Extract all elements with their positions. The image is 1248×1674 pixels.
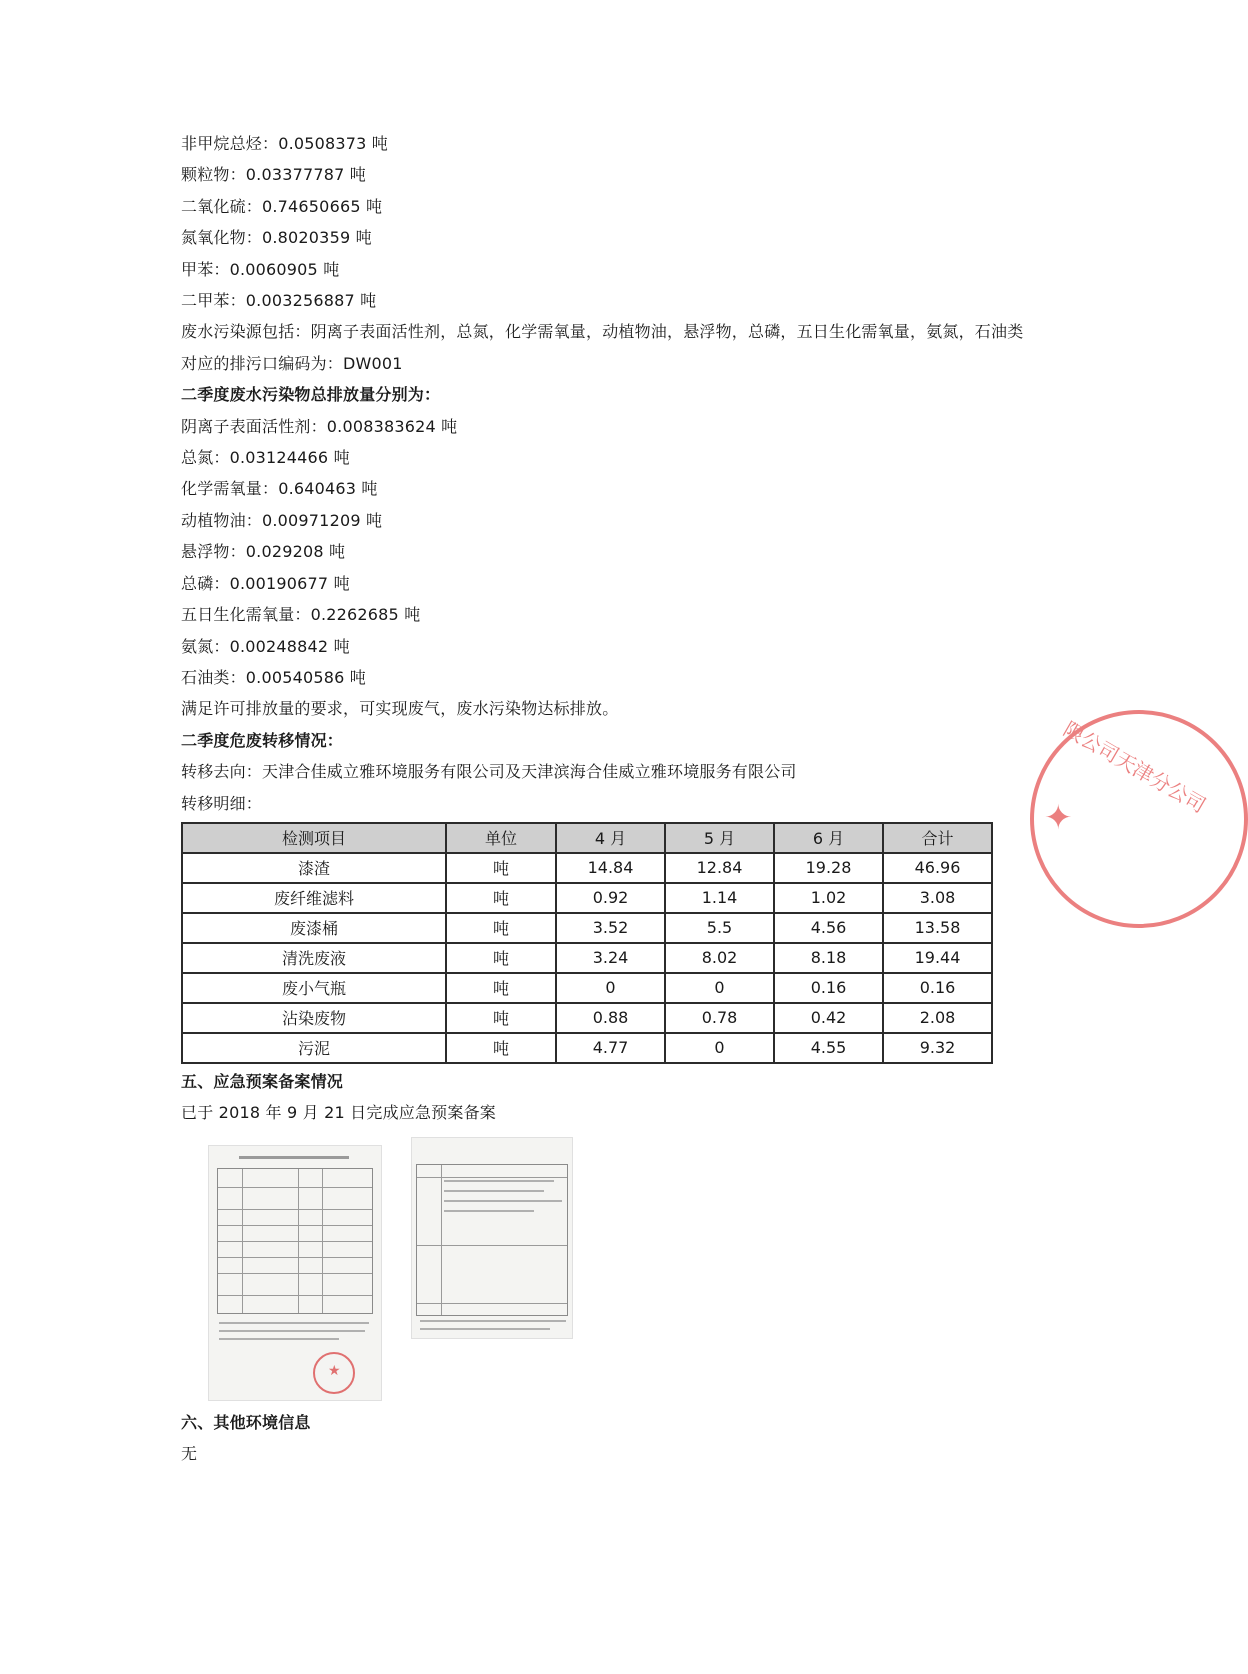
section6-heading: 六、其他环境信息 xyxy=(181,1412,311,1432)
water-emissions-list xyxy=(181,411,1041,694)
table-cell: 漆渣 xyxy=(182,853,446,883)
filing-form-image-2 xyxy=(411,1137,573,1339)
table-cell: 19.28 xyxy=(774,853,883,883)
air-emission-item: 非甲烷总烃：0.0508373 吨 xyxy=(181,134,389,153)
table-cell: 3.52 xyxy=(556,913,665,943)
compliance-statement: 满足许可排放量的要求，可实现废气，废水污染物达标排放。 xyxy=(181,699,619,719)
air-emission-item: 颗粒物：0.03377787 吨 xyxy=(181,165,366,185)
table-cell: 吨 xyxy=(446,913,556,943)
table-header-row xyxy=(182,823,992,853)
table-cell: 46.96 xyxy=(883,853,992,883)
table-cell: 吨 xyxy=(446,1033,556,1063)
header-april: 4 月 xyxy=(556,823,665,853)
table-row xyxy=(182,943,992,973)
table-cell: 8.02 xyxy=(665,943,774,973)
water-emission-item: 总氮：0.03124466 吨 xyxy=(181,448,350,468)
table-cell: 5.5 xyxy=(665,913,774,943)
section5-heading: 五、应急预案备案情况 xyxy=(181,1071,344,1091)
table-cell: 4.55 xyxy=(774,1033,883,1063)
table-row xyxy=(182,1033,992,1063)
water-emission-item: 氨氮：0.00248842 吨 xyxy=(181,636,350,656)
q2-water-heading: 二季度废水污染物总排放量分别为： xyxy=(181,385,441,405)
water-emission-item: 化学需氧量：0.640463 吨 xyxy=(181,479,378,499)
filing-form-image-1 xyxy=(208,1145,382,1401)
header-may: 5 月 xyxy=(665,823,774,853)
air-emission-item: 二氧化硫：0.74650665 吨 xyxy=(181,196,383,216)
table-cell: 0.88 xyxy=(556,1003,665,1033)
table-cell: 吨 xyxy=(446,883,556,913)
table-cell: 0 xyxy=(556,973,665,1003)
table-cell: 0.16 xyxy=(774,973,883,1003)
table-cell: 3.08 xyxy=(883,883,992,913)
table-cell: 沾染废物 xyxy=(182,1003,446,1033)
table-cell: 12.84 xyxy=(665,853,774,883)
section5-text: 已于 2018 年 9 月 21 日完成应急预案备案 xyxy=(181,1103,496,1123)
water-emission-item: 五日生化需氧量：0.2262685 吨 xyxy=(181,605,421,625)
water-emission-item: 动植物油：0.00971209 吨 xyxy=(181,510,383,530)
water-emission-item: 总磷：0.00190677 吨 xyxy=(181,573,350,593)
table-cell: 14.84 xyxy=(556,853,665,883)
table-cell: 吨 xyxy=(446,973,556,1003)
table-row xyxy=(182,853,992,883)
table-row xyxy=(182,883,992,913)
table-cell: 1.02 xyxy=(774,883,883,913)
header-total: 合计 xyxy=(883,823,992,853)
table-row xyxy=(182,1003,992,1033)
section6-text: 无 xyxy=(181,1444,198,1464)
water-emission-item: 悬浮物：0.029208 吨 xyxy=(181,542,346,562)
table-cell: 4.56 xyxy=(774,913,883,943)
table-cell: 0 xyxy=(665,1033,774,1063)
filing-document-images xyxy=(181,1137,1041,1399)
hazardous-transfer-table xyxy=(181,822,993,1064)
table-cell: 0.78 xyxy=(665,1003,774,1033)
wastewater-sources: 废水污染源包括：阴离子表面活性剂，总氮，化学需氧量，动植物油，悬浮物，总磷，五日生化需氧量，氨氮，石油类 xyxy=(181,322,1024,342)
table-cell: 吨 xyxy=(446,943,556,973)
header-unit: 单位 xyxy=(446,823,556,853)
table-cell: 废小气瓶 xyxy=(182,973,446,1003)
air-emission-item: 二甲苯：0.003256887 吨 xyxy=(181,291,377,311)
table-row xyxy=(182,973,992,1003)
table-cell: 0.42 xyxy=(774,1003,883,1033)
seal-text: 限公司天津分公司 xyxy=(1059,716,1210,818)
table-row xyxy=(182,913,992,943)
table-cell: 9.32 xyxy=(883,1033,992,1063)
table-cell: 废纤维滤料 xyxy=(182,883,446,913)
table-cell: 吨 xyxy=(446,853,556,883)
q2-hazardous-heading: 二季度危废转移情况： xyxy=(181,730,344,750)
table-cell: 1.14 xyxy=(665,883,774,913)
water-emission-item: 石油类：0.00540586 吨 xyxy=(181,667,366,687)
air-emission-item: 甲苯：0.0060905 吨 xyxy=(181,259,340,279)
table-cell: 废漆桶 xyxy=(182,913,446,943)
transfer-detail-label: 转移明细： xyxy=(181,793,263,813)
table-cell: 吨 xyxy=(446,1003,556,1033)
outlet-code: 对应的排污口编码为：DW001 xyxy=(181,353,403,373)
table-cell: 污泥 xyxy=(182,1033,446,1063)
table-cell: 13.58 xyxy=(883,913,992,943)
table-cell: 3.24 xyxy=(556,943,665,973)
table-cell: 8.18 xyxy=(774,943,883,973)
table-cell: 0 xyxy=(665,973,774,1003)
seal-star-icon: ✦ xyxy=(1044,798,1073,838)
header-june: 6 月 xyxy=(774,823,883,853)
air-emission-item: 氮氧化物：0.8020359 吨 xyxy=(181,228,372,248)
table-cell: 2.08 xyxy=(883,1003,992,1033)
company-seal xyxy=(1030,710,1248,928)
air-emissions-list xyxy=(181,128,1041,316)
table-cell: 19.44 xyxy=(883,943,992,973)
water-emission-item: 阴离子表面活性剂：0.008383624 吨 xyxy=(181,416,458,436)
table-cell: 0.92 xyxy=(556,883,665,913)
transfer-destination: 转移去向：天津合佳威立雅环境服务有限公司及天津滨海合佳威立雅环境服务有限公司 xyxy=(181,762,797,782)
header-item: 检测项目 xyxy=(182,823,446,853)
document-body xyxy=(181,128,1041,1470)
table-cell: 4.77 xyxy=(556,1033,665,1063)
seal-image: ★ xyxy=(313,1352,355,1394)
table-cell: 0.16 xyxy=(883,973,992,1003)
table-cell: 清洗废液 xyxy=(182,943,446,973)
